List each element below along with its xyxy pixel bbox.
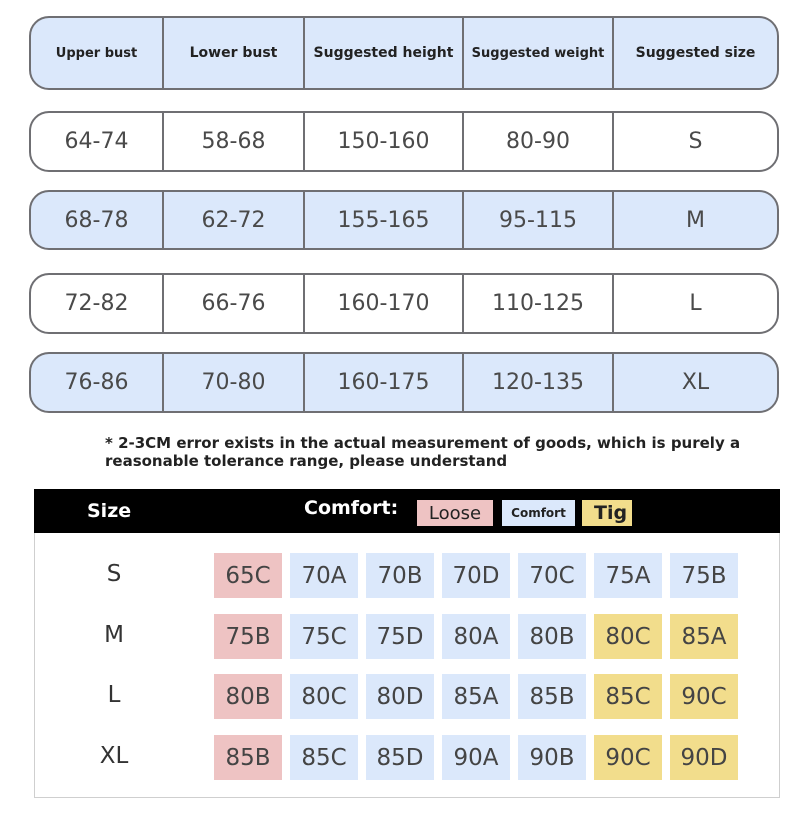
cup-size-cell: 80A	[442, 614, 510, 659]
header-suggested-height: Suggested height	[303, 18, 462, 88]
cup-size-cell: 75B	[670, 553, 738, 598]
cup-size-cell: 75D	[366, 614, 434, 659]
cup-size-cell: 80C	[290, 674, 358, 719]
size-table-row	[29, 273, 779, 334]
cell-weight: 110-125	[462, 275, 612, 332]
size-label: S	[106, 561, 122, 587]
cell-size: S	[612, 113, 777, 170]
cup-size-cell: 85A	[670, 614, 738, 659]
cell-height: 150-160	[303, 113, 462, 170]
cup-size-cell: 85A	[442, 674, 510, 719]
cup-size-cell: 70B	[366, 553, 434, 598]
cup-size-grid	[34, 533, 780, 798]
size-column-title: Size	[87, 500, 132, 522]
size-table-header	[29, 16, 779, 90]
cell-size: L	[612, 275, 777, 332]
comfort-chart-header	[34, 489, 780, 533]
cup-size-cell: 85C	[290, 735, 358, 780]
header-upper-bust: Upper bust	[55, 45, 138, 61]
header-suggested-weight: Suggested weight	[462, 18, 612, 88]
cup-size-cell: 80B	[214, 674, 282, 719]
cup-size-cell: 90A	[442, 735, 510, 780]
cup-size-cell: 85C	[594, 674, 662, 719]
size-table-row	[29, 111, 779, 172]
cup-size-cell: 80B	[518, 614, 586, 659]
cup-size-cell: 80C	[594, 614, 662, 659]
cup-size-cell: 70C	[518, 553, 586, 598]
size-table-row	[29, 190, 779, 250]
cell-upper-bust: 68-78	[64, 207, 129, 233]
measurement-note: * 2-3CM error exists in the actual measurement of goods, which is purely a reasonable tolerance range, please understand	[105, 434, 741, 470]
header-suggested-size: Suggested size	[612, 18, 777, 88]
cup-size-cell: 75A	[594, 553, 662, 598]
cup-size-cell: 75B	[214, 614, 282, 659]
cup-size-cell: 90B	[518, 735, 586, 780]
cell-size: XL	[612, 354, 777, 411]
cell-weight: 120-135	[462, 354, 612, 411]
cell-upper-bust: 72-82	[64, 291, 129, 316]
cell-height: 160-175	[303, 354, 462, 411]
cell-size: M	[612, 192, 777, 248]
cell-lower-bust: 58-68	[162, 113, 303, 170]
cell-upper-bust: 64-74	[64, 129, 129, 154]
cup-size-cell: 90C	[670, 674, 738, 719]
legend-loose: Loose	[417, 500, 493, 526]
cell-weight: 95-115	[462, 192, 612, 248]
size-table-row	[29, 352, 779, 413]
cup-size-cell: 75C	[290, 614, 358, 659]
cell-upper-bust: 76-86	[64, 370, 129, 395]
comfort-legend-title: Comfort:	[304, 497, 399, 519]
cup-size-cell: 90C	[594, 735, 662, 780]
cup-size-cell: 90D	[670, 735, 738, 780]
cell-lower-bust: 66-76	[162, 275, 303, 332]
cup-size-cell: 70A	[290, 553, 358, 598]
legend-tight: Tig	[582, 500, 632, 526]
cup-size-cell: 85B	[518, 674, 586, 719]
size-label: L	[107, 682, 121, 708]
cup-size-cell: 85B	[214, 735, 282, 780]
cup-size-cell: 85D	[366, 735, 434, 780]
cell-height: 160-170	[303, 275, 462, 332]
cell-height: 155-165	[303, 192, 462, 248]
size-label: XL	[99, 743, 129, 769]
header-lower-bust: Lower bust	[162, 18, 303, 88]
legend-comfort: Comfort	[502, 500, 575, 526]
cell-lower-bust: 70-80	[162, 354, 303, 411]
cup-size-cell: 65C	[214, 553, 282, 598]
cell-weight: 80-90	[462, 113, 612, 170]
size-label: M	[104, 622, 124, 648]
cup-size-cell: 80D	[366, 674, 434, 719]
cup-size-cell: 70D	[442, 553, 510, 598]
cell-lower-bust: 62-72	[162, 192, 303, 248]
